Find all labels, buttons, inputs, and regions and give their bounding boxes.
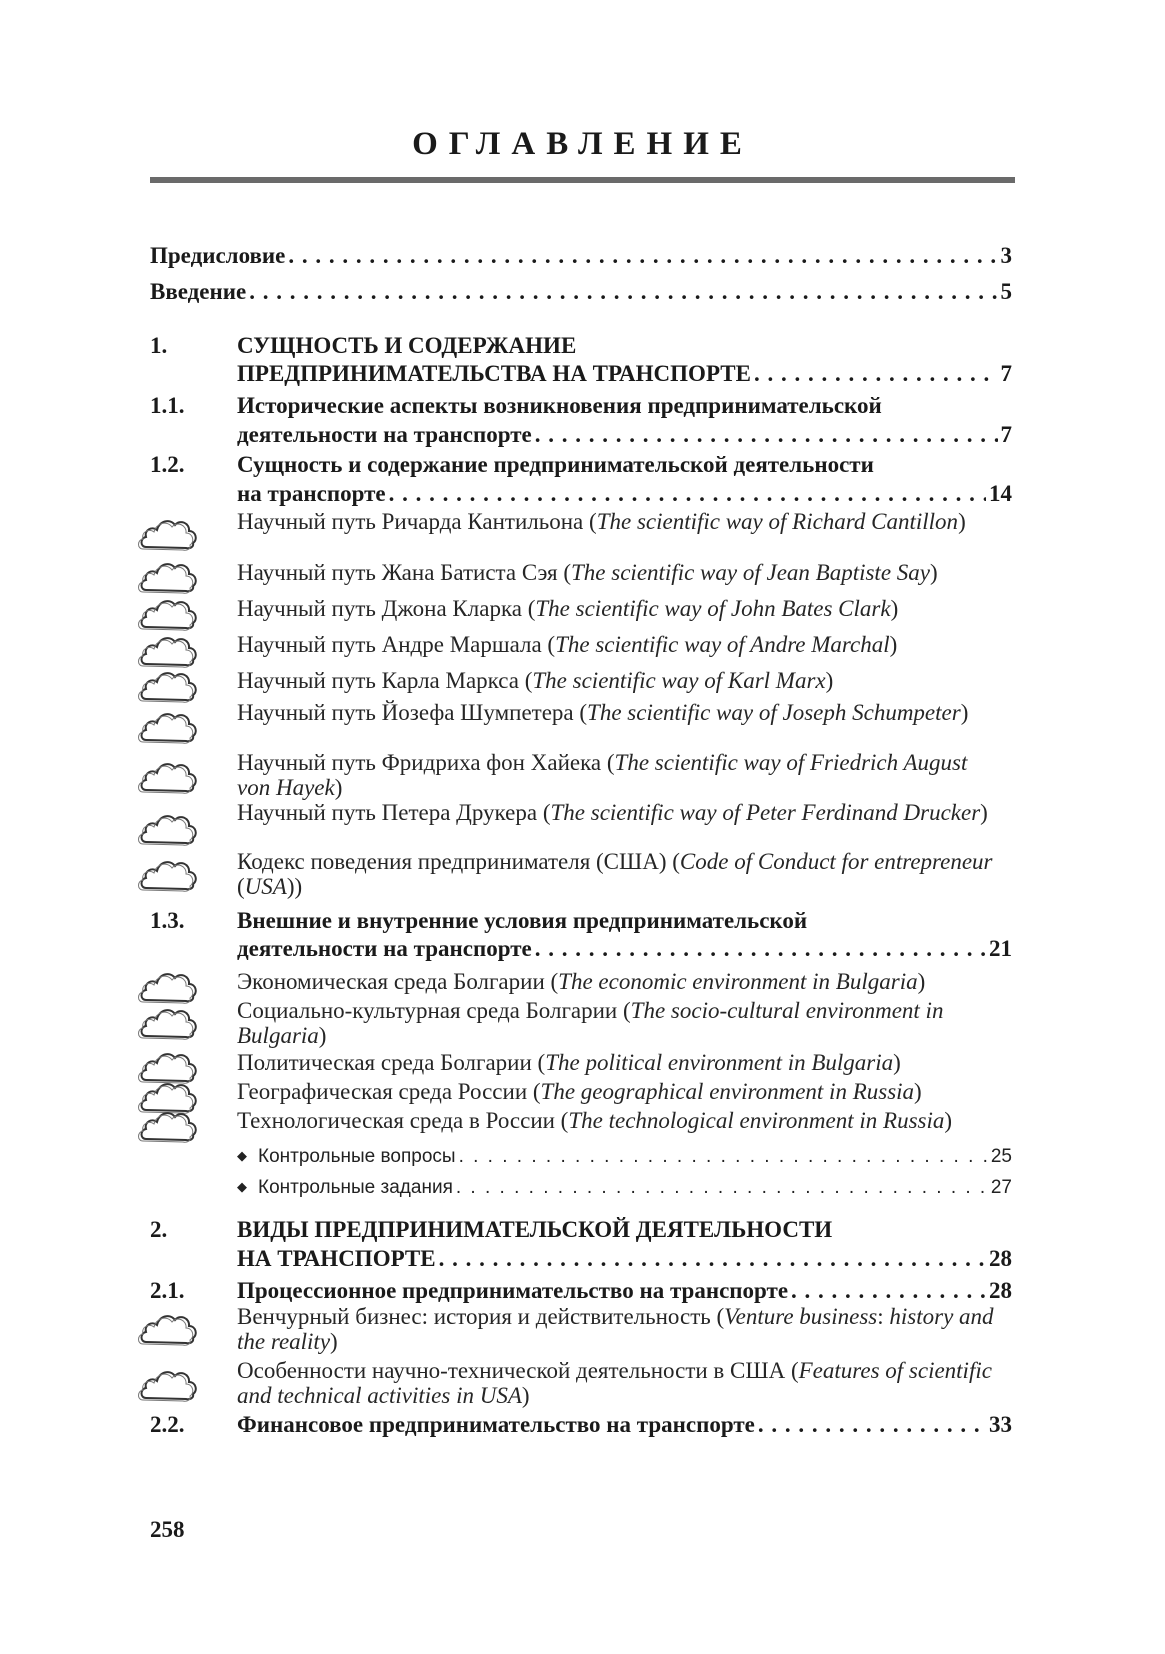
toc-page: 33 [989, 1412, 1012, 1437]
dot-leader [459, 1144, 988, 1170]
dot-leader [758, 1410, 986, 1440]
dot-leader [535, 420, 998, 450]
toc-page: 5 [1000, 279, 1012, 304]
toc-entry-control-questions[interactable] [237, 1144, 1012, 1171]
page-number: 258 [150, 1517, 185, 1542]
toc-page: 7 [1000, 361, 1012, 386]
diamond-bullet-icon: ◆ [237, 1148, 247, 1163]
case-item[interactable]: Научный путь Карла Маркса (The scientific way of Karl Marx) [237, 668, 834, 693]
toc-page: 27 [990, 1177, 1012, 1198]
cloud-icon [138, 1362, 202, 1404]
toc-page: 3 [1000, 243, 1012, 268]
section-title-line1[interactable]: Внешние и внутренние условия предпринимательской [237, 908, 808, 933]
toc-page: 28 [989, 1278, 1012, 1303]
case-item[interactable]: Экономическая среда Болгарии (The economic environment in Bulgaria) [237, 969, 926, 994]
toc-page: 25 [990, 1146, 1012, 1167]
section-number: 1.3. [150, 908, 185, 933]
chapter-title-line1[interactable]: ВИДЫ ПРЕДПРИНИМАТЕЛЬСКОЙ ДЕЯТЕЛЬНОСТИ [237, 1217, 833, 1242]
cloud-icon [138, 1000, 202, 1042]
toc-entry-preface[interactable] [150, 241, 1012, 271]
toc-entry-section-1-2[interactable] [237, 479, 1012, 509]
dot-leader [791, 1276, 986, 1306]
section-title-line2: деятельности на транспорте [237, 936, 532, 961]
cloud-icon [138, 554, 202, 596]
cloud-icon [138, 663, 202, 705]
toc-entry-section-2-1[interactable] [237, 1276, 1012, 1306]
toc-entry-chapter-1[interactable] [237, 359, 1012, 389]
section-title-line1[interactable]: Исторические аспекты возникновения предпринимательской [237, 393, 882, 418]
dot-leader [389, 479, 986, 509]
cloud-icon [138, 754, 202, 796]
toc-page: 28 [989, 1246, 1012, 1271]
toc-entry-section-2-2[interactable] [237, 1410, 1012, 1440]
section-number: 1.1. [150, 393, 185, 418]
dot-leader [288, 241, 997, 271]
cloud-icon [138, 704, 202, 746]
section-number: 2.2. [150, 1412, 185, 1437]
dot-leader [439, 1244, 986, 1274]
case-item[interactable]: Научный путь Йозефа Шумпетера (The scientific way of Joseph Schumpeter) [237, 700, 969, 725]
dot-leader [249, 277, 997, 307]
cloud-icon [138, 591, 202, 633]
title-rule [150, 177, 1015, 183]
section-title-line1[interactable]: Сущность и содержание предпринимательской деятельности [237, 452, 874, 477]
case-item[interactable]: Научный путь Жана Батиста Сэя (The scientific way of Jean Baptiste Say) [237, 560, 938, 585]
dot-leader [456, 1175, 988, 1201]
chapter-number: 1. [150, 333, 168, 358]
case-item[interactable]: Научный путь Андре Маршала (The scientific way of Andre Marchal) [237, 632, 898, 657]
case-item[interactable]: Социально-культурная среда Болгарии (The socio-cultural environment in Bulgaria) [237, 998, 944, 1048]
case-item[interactable]: Венчурный бизнес: история и действительность (Venture business: history and the reality) [237, 1304, 994, 1354]
chapter-title-line1[interactable]: СУЩНОСТЬ И СОДЕРЖАНИЕ [237, 333, 577, 358]
case-item[interactable]: Научный путь Фридриха фон Хайека (The scientific way of Friedrich August von Hayek) [237, 750, 968, 800]
chapter-title-line2: ПРЕДПРИНИМАТЕЛЬСТВА НА ТРАНСПОРТЕ [237, 361, 751, 386]
page-title: ОГЛАВЛЕНИЕ [412, 126, 753, 162]
section-title: Финансовое предпринимательство на транспорте [237, 1412, 755, 1437]
section-number: 1.2. [150, 452, 185, 477]
toc-page: 7 [1000, 422, 1012, 447]
section-title: Процессионное предпринимательство на транспорте [237, 1278, 789, 1303]
toc-entry-chapter-2[interactable] [237, 1244, 1012, 1274]
cloud-icon [138, 806, 202, 848]
cloud-icon [138, 1306, 202, 1348]
chapter-title-line2: НА ТРАНСПОРТЕ [237, 1246, 436, 1271]
cloud-icon [138, 852, 202, 894]
case-item[interactable]: Кодекс поведения предпринимателя (США) (Code of Conduct for entrepreneur (USA)) [237, 849, 993, 899]
case-item[interactable]: Научный путь Петера Друкера (The scientific way of Peter Ferdinand Drucker) [237, 800, 988, 825]
case-item[interactable]: Особенности научно-технической деятельности в США (Features of scientific and technical activities in USA) [237, 1358, 992, 1408]
diamond-bullet-icon: ◆ [237, 1179, 247, 1194]
toc-entry-intro[interactable] [150, 277, 1012, 307]
cloud-icon [138, 511, 202, 553]
toc-label: Контрольные задания [258, 1177, 453, 1198]
toc-entry-control-tasks[interactable] [237, 1175, 1012, 1202]
toc-entry-section-1-3[interactable] [237, 934, 1012, 964]
case-item[interactable]: Географическая среда России (The geographical environment in Russia) [237, 1079, 922, 1104]
section-title-line2: деятельности на транспорте [237, 422, 532, 447]
case-item[interactable]: Научный путь Ричарда Кантильона (The scientific way of Richard Cantillon) [237, 509, 966, 534]
case-item[interactable]: Технологическая среда в России (The technological environment in Russia) [237, 1108, 953, 1133]
toc-entry-section-1-1[interactable] [237, 420, 1012, 450]
toc-label: Контрольные вопросы [258, 1146, 456, 1167]
toc-page: 21 [989, 936, 1012, 961]
toc-page: 14 [989, 481, 1012, 506]
cloud-icon [138, 1103, 202, 1145]
section-number: 2.1. [150, 1278, 185, 1303]
dot-leader [535, 934, 986, 964]
case-item[interactable]: Научный путь Джона Кларка (The scientific way of John Bates Clark) [237, 596, 899, 621]
section-title-line2: на транспорте [237, 481, 386, 506]
toc-label: Предисловие [150, 243, 286, 268]
case-item[interactable]: Политическая среда Болгарии (The political environment in Bulgaria) [237, 1050, 901, 1075]
chapter-number: 2. [150, 1217, 168, 1242]
toc-label: Введение [150, 279, 247, 304]
dot-leader [754, 359, 998, 389]
